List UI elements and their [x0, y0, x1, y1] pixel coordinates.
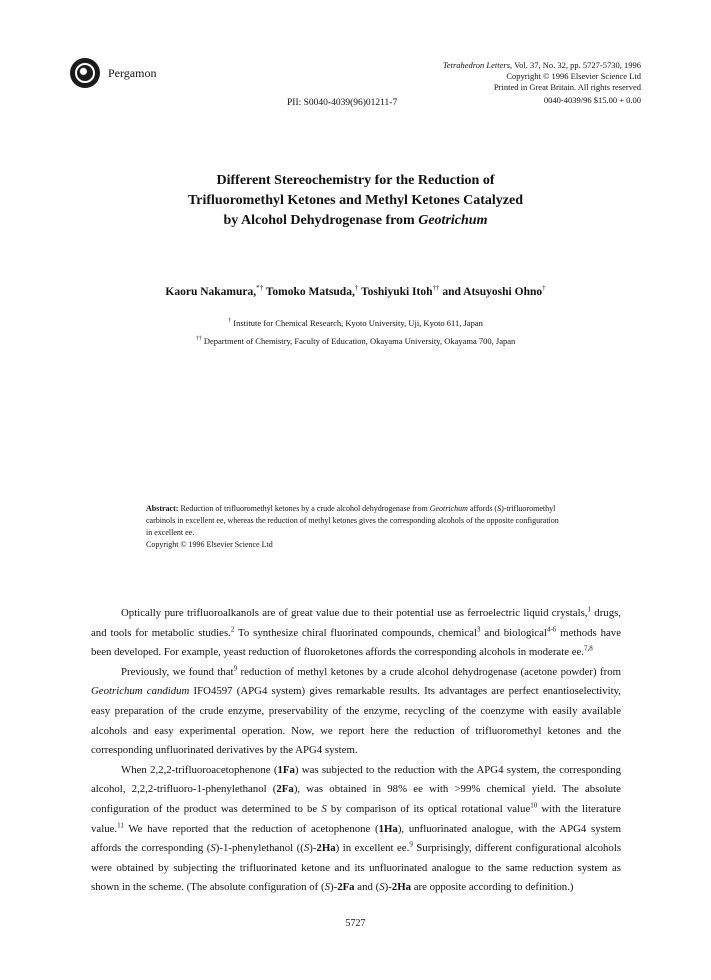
config-s-4: S	[324, 881, 330, 894]
p3-text-m: )-	[384, 881, 392, 894]
abstract-config: S	[497, 504, 502, 513]
p3-text-h2: )-	[309, 842, 317, 855]
ref-9: 9	[233, 664, 238, 673]
title-line-2: Trifluoromethyl Ketones and Methyl Ketones Catalyzed	[187, 193, 524, 208]
title-line-3	[0, 211, 711, 231]
journal-header	[443, 60, 641, 106]
copyright-line: Copyright © 1996 Elsevier Science Ltd	[506, 71, 641, 81]
title-line-1: Different Stereochemistry for the Reduction of	[216, 173, 495, 188]
title-line-3-text: by Alcohol Dehydrogenase from	[223, 213, 419, 228]
paragraph-2	[91, 663, 621, 761]
p1-text-d: and biological	[480, 626, 547, 639]
config-s-1: S	[321, 802, 327, 815]
p2-text-a: Previously, we found that	[121, 665, 234, 678]
price-line: 0040-4039/96 $15.00 + 0.00	[543, 95, 641, 105]
abstract-text	[146, 503, 566, 539]
page-number: 5727	[345, 918, 366, 929]
author-3: Toshiyuki Itoh	[358, 285, 433, 298]
author-4: and Atsuyoshi Ohno	[439, 285, 543, 298]
p3-text-k: )-	[329, 881, 338, 894]
pii: PII: S0040-4039(96)01211-7	[287, 98, 398, 108]
abstract-label: Abstract:	[146, 504, 179, 513]
affiliation-1-text: Institute for Chemical Research, Kyoto University, Uji, Kyoto 611, Japan	[231, 318, 483, 328]
publisher-name: Pergamon	[108, 66, 157, 80]
abstract-part-1: Reduction of trifluoromethyl ketones by a crude alcohol dehydrogenase from	[178, 504, 430, 513]
abstract-genus: Geotrichum	[429, 504, 468, 513]
p2-text-b: reduction of methyl ketones by a crude alcohol dehydrogenase (acetone powder) from	[237, 665, 621, 678]
affiliation-2-mark: ††	[195, 336, 202, 343]
publisher-logo-icon	[70, 58, 100, 88]
abstract-part-3: )-trifluoromethyl carbinols in excellent ee, whereas the reduction of methyl ketones gives the corresponding alcohols of the opposite configuration in excellent ee.	[146, 504, 559, 537]
title-genus: Geotrichum	[418, 213, 488, 228]
p3-text-n: are opposite according to definition.)	[411, 881, 574, 894]
ref-7-8: 7,8	[584, 644, 593, 653]
p3-text-l: and (	[354, 881, 380, 894]
compound-1ha: 1Ha	[378, 822, 398, 835]
p3-text-j: Surprisingly, different configurational alcohols were obtained by subjecting the trifluorinated ketone and its unfluorinated analogue to the same reduction system as shown in the scheme. (The absolute configuration of (	[91, 842, 622, 894]
ref-11: 11	[117, 820, 124, 829]
affiliation-2-text: Department of Chemistry, Faculty of Education, Okayama University, Okayama 700, Japan	[201, 336, 516, 346]
p1-text-b: drugs, and tools for metabolic studies.	[91, 607, 621, 639]
journal-details: , Vol. 37, No. 32, pp. 5727-5730, 1996	[510, 60, 641, 70]
config-s-3: S	[303, 842, 310, 855]
p3-text-e: with the literature value.	[91, 802, 621, 835]
p3-text-i: ) in excellent ee.	[335, 842, 410, 855]
species-name: Geotrichum candidum	[91, 685, 190, 698]
p3-text-f: We have reported that the reduction of acetophenone (	[123, 822, 379, 835]
paper-title	[0, 171, 711, 231]
author-2-mark: †	[354, 284, 359, 292]
abstract-copyright: Copyright © 1996 Elsevier Science Ltd	[146, 540, 273, 549]
p3-text-c: ), was obtained in 98% ee with >99% chemical yield. The absolute configuration of the product was determined to be	[91, 783, 621, 815]
p1-text-e: methods have been developed. For example, yeast reduction of fluoroketones affords the corresponding alcohols in moderate ee.	[91, 626, 622, 659]
compound-2ha-b: 2Ha	[391, 881, 411, 894]
compound-2ha: 2Ha	[316, 842, 336, 855]
config-s-2: S	[210, 842, 216, 855]
author-2: Tomoko Matsuda,	[263, 285, 355, 298]
p3-text-d: by comparison of its optical rotational value	[326, 802, 531, 815]
journal-name: Tetrahedron Letters	[442, 60, 511, 70]
ref-1: 1	[587, 605, 591, 614]
author-1: Kaoru Nakamura,	[165, 285, 257, 298]
compound-2fa-b: 2Fa	[337, 881, 355, 894]
ref-3: 3	[476, 625, 481, 633]
paragraph-1	[91, 604, 621, 663]
affiliation-2	[0, 336, 711, 346]
p2-text-c: IFO4597 (APG4 system) gives remarkable results. Its advantages are perfect enantioselectivity, easy preparation of the crude enzyme, preservability of the enzyme, recycling of the coenzyme with easily available alcohols and easy experimental operation. Now, we report here the reduction of trifluoromethyl ketones and the corresponding unfluorinated derivatives by the APG4 system.	[91, 685, 621, 757]
p1-text-c: To synthesize chiral fluorinated compounds, chemical	[234, 626, 477, 639]
body-text	[91, 604, 621, 898]
p1-text-a: Optically pure trifluoroalkanols are of great value due to their potential use as ferroelectric liquid crystals,	[121, 607, 588, 619]
author-list	[0, 284, 711, 298]
ref-2: 2	[230, 625, 235, 633]
author-1-mark: *†	[256, 284, 264, 292]
author-3-mark: ††	[432, 284, 440, 292]
ref-9b: 9	[409, 840, 413, 849]
affiliation-1	[0, 318, 711, 328]
p3-text-h: )-1-phenylethanol ((	[215, 842, 304, 855]
paragraph-3	[91, 761, 621, 898]
abstract	[146, 503, 566, 551]
p3-text-a: When 2,2,2-trifluoroacetophenone (	[121, 763, 278, 776]
affiliation-1-mark: †	[228, 318, 232, 325]
printed-line: Printed in Great Britain. All rights reserved	[493, 82, 641, 92]
abstract-part-2: affords (	[467, 504, 498, 513]
config-s-5: S	[379, 881, 385, 894]
compound-1fa: 1Fa	[277, 763, 295, 776]
ref-4-6: 4-6	[546, 625, 557, 633]
compound-2fa: 2Fa	[276, 783, 294, 796]
p3-text-g: ), unfluorinated analogue, with the APG4 system affords the corresponding (	[91, 822, 621, 855]
ref-10: 10	[530, 801, 538, 810]
author-4-mark: †	[542, 284, 546, 292]
p3-text-b: ) was subjected to the reduction with the APG4 system, the corresponding alcohol, 2,2,2-trifluoro-1-phenylethanol (	[91, 763, 622, 796]
